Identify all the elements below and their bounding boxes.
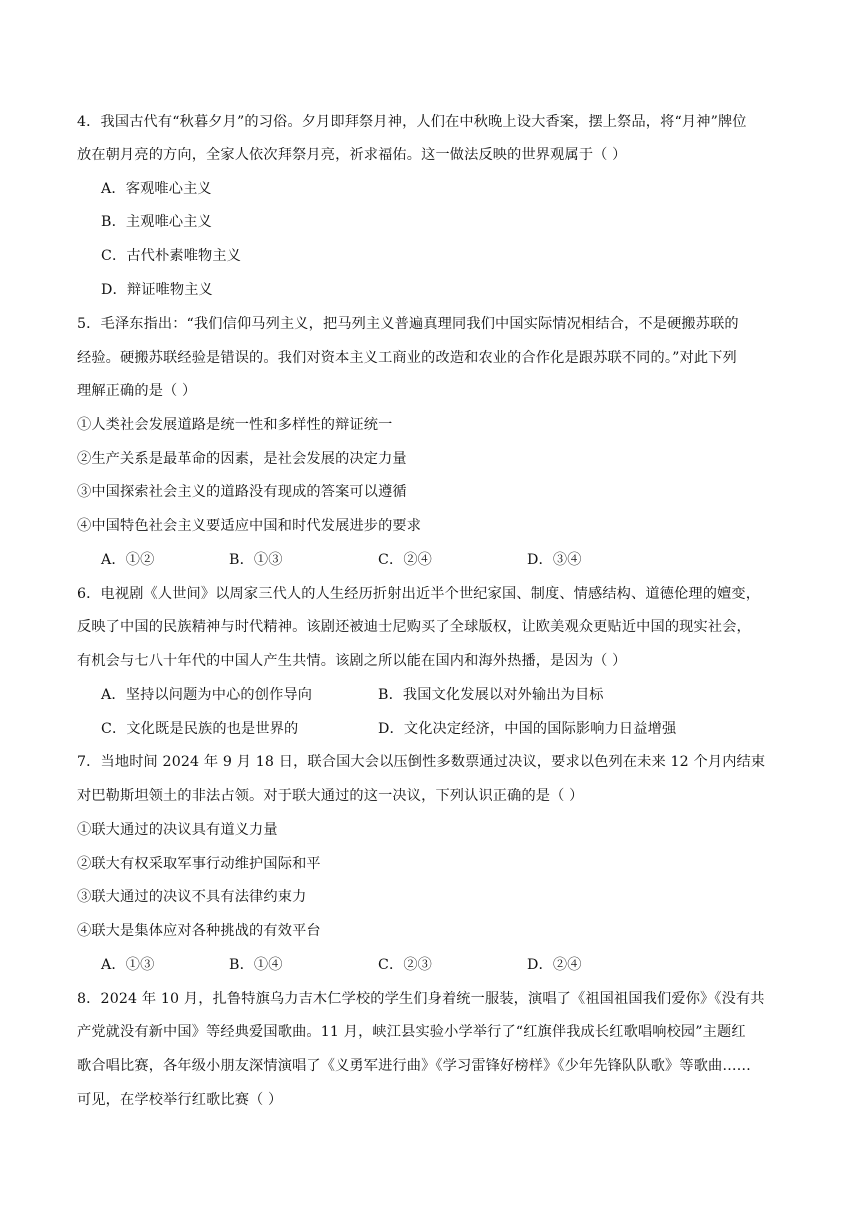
q5-statement-1: ①人类社会发展道路是统一性和多样性的辩证统一 [77,417,393,433]
q5-statement-2: ②生产关系是最革命的因素，是社会发展的决定力量 [77,451,407,467]
q6-option-b: B．我国文化发展以对外输出为目标 [378,687,604,703]
q5-statement-3: ③中国探索社会主义的道路没有现成的答案可以遵循 [77,484,407,500]
q4-option-b: B．主观唯心主义 [101,214,212,230]
q6-stem-line-1: 6．电视剧《人世间》以周家三代人的人生经历折射出近半个世纪家国、制度、情感结构、道德伦理的嬗变， [77,586,761,602]
q5-option-a: A．①② [101,552,155,568]
q8-stem-line-1: 8．2024 年 10 月，扎鲁特旗乌力吉木仁学校的学生们身着统一服装，演唱了《祖国祖国我们爱你》《没有共 [77,991,765,1007]
q8-stem-line-4: 可见，在学校举行红歌比赛（ ） [77,1092,283,1108]
q5-stem-line-1: 5．毛泽东指出：“我们信仰马列主义，把马列主义普遍真理同我们中国实际情况相结合，不是硬搬苏联的 [77,316,739,332]
q7-stem-line-1: 7．当地时间 2024 年 9 月 18 日，联合国大会以压倒性多数票通过决议，要求以色列在未来 12 个月内结束 [77,754,766,770]
q7-option-d: D．②④ [527,957,582,973]
q8-stem-line-3: 歌合唱比赛，各年级小朋友深情演唱了《义勇军进行曲》《学习雷锋好榜样》《少年先锋队队歌》等歌曲…… [77,1058,752,1074]
q5-option-b: B．①③ [229,552,283,568]
q6-stem-line-3: 有机会与七八十年代的中国人产生共情。该剧之所以能在国内和海外热播，是因为（ ） [77,653,627,669]
q7-statement-4: ④联大是集体应对各种挑战的有效平台 [77,923,321,939]
q4-option-c: C．古代朴素唯物主义 [101,248,242,264]
q7-option-b: B．①④ [229,957,283,973]
q5-stem-line-3: 理解正确的是（ ） [77,383,197,399]
q7-statement-1: ①联大通过的决议具有道义力量 [77,822,278,838]
q6-stem-line-2: 反映了中国的民族精神与时代精神。该剧还被迪士尼购买了全球版权，让欧美观众更贴近中国的现实社会， [77,619,751,635]
q5-statement-4: ④中国特色社会主义要适应中国和时代发展进步的要求 [77,518,422,534]
q7-statement-3: ③联大通过的决议不具有法律约束力 [77,889,307,905]
q6-option-c: C．文化既是民族的也是世界的 [101,721,299,737]
q7-stem-line-2: 对巴勒斯坦领土的非法占领。对于联大通过的这一决议，下列认识正确的是（ ） [77,788,584,804]
q4-stem-line-2: 放在朝月亮的方向，全家人依次拜祭月亮，祈求福佑。这一做法反映的世界观属于（ ） [77,147,627,163]
q7-option-c: C．②③ [378,957,433,973]
q4-stem-line-1: 4．我国古代有“秋暮夕月”的习俗。夕月即拜祭月神，人们在中秋晚上设大香案，摆上祭品，将“月神”牌位 [77,114,747,130]
q5-stem-line-2: 经验。硬搬苏联经验是错误的。我们对资本主义工商业的改造和农业的合作化是跟苏联不同的。”对此下列 [77,350,737,366]
q6-option-a: A．坚持以问题为中心的创作导向 [101,687,313,703]
q5-option-c: C．②④ [378,552,433,568]
q4-option-a: A．客观唯心主义 [101,181,212,197]
q8-stem-line-2: 产党就没有新中国》等经典爱国歌曲。11 月，峡江县实验小学举行了“红旗伴我成长红歌唱响校园”主题红 [77,1024,746,1040]
q4-option-d: D．辩证唯物主义 [101,282,213,298]
q6-option-d: D．文化决定经济，中国的国际影响力日益增强 [378,721,677,737]
q7-statement-2: ②联大有权采取军事行动维护国际和平 [77,856,321,872]
q7-option-a: A．①③ [101,957,155,973]
q5-option-d: D．③④ [527,552,582,568]
